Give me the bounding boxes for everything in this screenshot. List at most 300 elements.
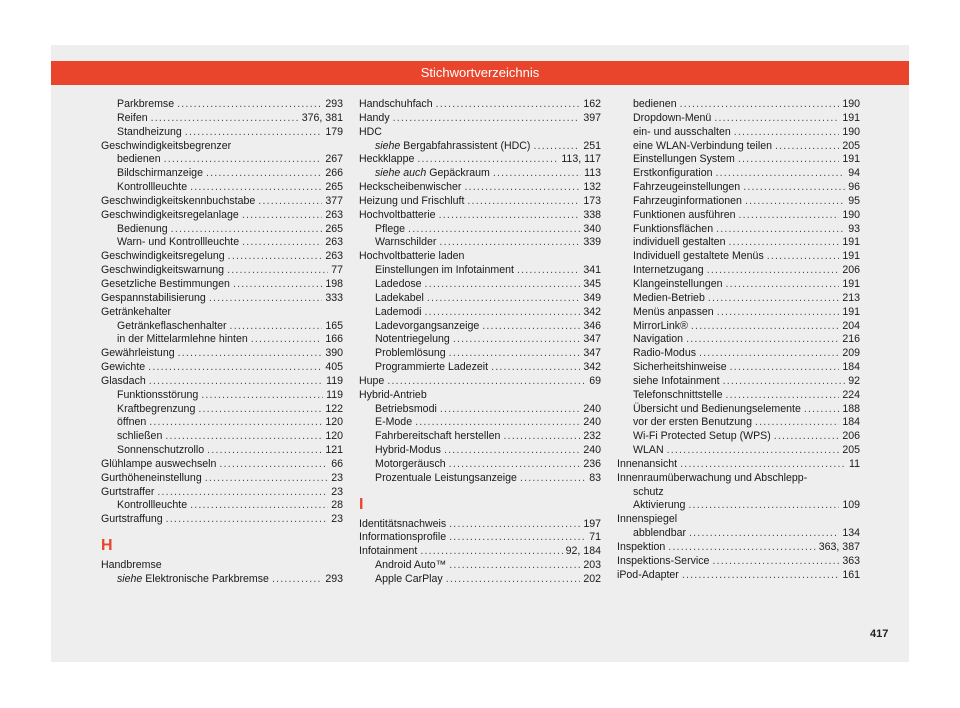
entry-term-text: Ladevorgangsanzeige <box>375 319 480 332</box>
entry-page-ref: 197 <box>583 517 601 530</box>
entry-page-ref: 363, 387 <box>818 541 860 553</box>
entry-term <box>633 264 704 278</box>
index-entry <box>101 559 343 573</box>
entry-term <box>633 250 764 264</box>
entry-page-ref: 224 <box>842 388 860 401</box>
index-entry <box>101 223 343 237</box>
entry-page-ref: 93 <box>848 222 860 235</box>
entry-page-ref: 113 <box>584 167 601 180</box>
dot-leader <box>717 306 840 320</box>
index-entry <box>101 112 343 126</box>
dot-leader <box>272 573 322 587</box>
index-entry <box>101 320 343 334</box>
entry-term-text: Warn- und Kontrollleuchte <box>117 236 240 249</box>
entry-term-text: Kraftbegrenzung <box>117 402 196 415</box>
entry-page-ref: 191 <box>842 305 860 318</box>
entry-page-ref: 23 <box>331 485 343 498</box>
entry-term-text: Infotainment <box>359 545 418 558</box>
index-entry <box>359 278 601 292</box>
page-number: 417 <box>870 628 889 640</box>
index-entry <box>359 306 601 320</box>
entry-term-text: Gewichte <box>101 361 146 374</box>
entry-term <box>117 126 182 140</box>
index-entry <box>359 181 601 195</box>
index-entry <box>617 209 860 223</box>
index-entry <box>617 264 860 278</box>
entry-term-text: Gespannstabilisierung <box>101 291 206 304</box>
entry-page-ref: 213 <box>842 291 860 304</box>
dot-leader <box>251 333 323 347</box>
entry-term <box>633 278 723 292</box>
entry-term <box>633 140 772 154</box>
entry-term <box>117 181 187 195</box>
entry-term-text: Elektronische Parkbremse <box>145 573 269 585</box>
entry-term <box>359 195 464 209</box>
entry-page-ref: 265 <box>325 181 343 194</box>
entry-term <box>633 444 664 458</box>
entry-term-text: Dropdown-Menü <box>633 111 712 124</box>
entry-page-ref: 345 <box>583 277 601 290</box>
dot-leader <box>738 209 839 223</box>
entry-page-ref: 191 <box>842 236 860 249</box>
index-entry <box>617 389 860 403</box>
entry-term <box>117 236 239 250</box>
entry-page-ref: 119 <box>326 374 343 387</box>
entry-term <box>375 458 446 472</box>
dot-leader <box>723 375 846 389</box>
entry-page-ref: 96 <box>848 181 860 194</box>
entry-page-ref: 363 <box>842 554 860 567</box>
entry-term <box>359 545 417 559</box>
dot-leader <box>207 444 322 458</box>
entry-term <box>359 112 390 126</box>
entry-term <box>101 292 206 306</box>
entry-term <box>101 209 239 223</box>
entry-term <box>117 430 162 444</box>
index-entry <box>617 472 860 486</box>
entry-term <box>117 223 168 237</box>
entry-page-ref: 202 <box>583 573 601 585</box>
entry-term-text: Funktionsflächen <box>633 222 714 235</box>
entry-term <box>633 167 713 181</box>
entry-page-ref: 240 <box>583 444 601 457</box>
entry-term <box>633 499 685 513</box>
entry-term-text: bedienen <box>633 98 677 110</box>
index-entry <box>617 444 860 458</box>
entry-term-text: Menüs anpassen <box>633 305 714 318</box>
entry-term <box>633 375 720 389</box>
index-entry <box>359 416 601 430</box>
entry-page-ref: 236 <box>583 457 601 470</box>
entry-term-text: siehe Infotainment <box>633 374 720 387</box>
index-entry <box>101 444 343 458</box>
dot-leader <box>533 140 580 154</box>
index-entry <box>359 545 601 559</box>
entry-term <box>359 153 414 167</box>
index-entry <box>101 126 343 140</box>
entry-term-text: Hybrid-Modus <box>375 444 441 457</box>
entry-term <box>375 292 424 306</box>
dot-leader <box>151 112 299 126</box>
index-entry <box>101 195 343 209</box>
entry-term-text: Motorgeräusch <box>375 457 446 470</box>
entry-term <box>375 472 517 486</box>
entry-term <box>375 306 422 320</box>
entry-term-text: Bildschirmanzeige <box>117 167 203 180</box>
entry-term <box>101 264 224 278</box>
dot-leader <box>387 375 586 389</box>
entry-page-ref: 191 <box>842 111 860 124</box>
index-letter-heading: I <box>359 495 364 513</box>
dot-leader <box>242 236 322 250</box>
entry-page-ref: 191 <box>842 153 860 166</box>
index-entry <box>617 430 860 444</box>
entry-term-text: Hochvoltbatterie laden <box>359 250 465 263</box>
dot-leader <box>171 223 323 237</box>
entry-term-text: Apple CarPlay <box>375 573 443 585</box>
entry-term-text: abblendbar <box>633 527 687 540</box>
entry-page-ref: 265 <box>325 222 343 235</box>
dot-leader <box>774 430 840 444</box>
dot-leader <box>439 209 581 223</box>
index-entry <box>101 416 343 430</box>
entry-page-ref: 132 <box>583 181 601 194</box>
dot-leader <box>408 223 580 237</box>
entry-page-ref: 184 <box>842 416 860 429</box>
dot-leader <box>166 513 329 527</box>
entry-term-text: MirrorLink® <box>633 319 688 332</box>
entry-term <box>633 223 713 237</box>
entry-term-text: Gurtstraffer <box>101 485 155 498</box>
entry-term <box>375 167 490 181</box>
index-entry <box>359 264 601 278</box>
entry-term-text: iPod-Adapter <box>617 568 679 581</box>
index-entry <box>617 333 860 347</box>
entry-term <box>117 167 203 181</box>
index-entry <box>359 531 601 545</box>
entry-see-reference: siehe <box>375 139 401 152</box>
entry-term-text: Warnschilder <box>375 236 437 249</box>
entry-page-ref: 232 <box>583 430 601 443</box>
entry-term-text: Ladedose <box>375 277 422 290</box>
entry-page-ref: 179 <box>325 125 343 138</box>
entry-term-text: Innenspiegel <box>617 513 678 526</box>
entry-term <box>101 375 146 389</box>
index-column-2 <box>359 98 601 587</box>
entry-term <box>117 499 187 513</box>
entry-term-text: Wi-Fi Protected Setup (WPS) <box>633 430 771 443</box>
index-entry <box>617 403 860 417</box>
entry-term-text: Informationsprofile <box>359 531 447 544</box>
entry-page-ref: 95 <box>848 194 860 207</box>
dot-leader <box>415 416 580 430</box>
entry-page-ref: 173 <box>583 194 601 207</box>
entry-term <box>633 389 723 403</box>
dot-leader <box>712 555 839 569</box>
entry-term-text: Reifen <box>117 111 148 124</box>
entry-term-text: Notentriegelung <box>375 333 450 346</box>
entry-term-text: Gurthöheneinstellung <box>101 471 202 484</box>
index-entry <box>359 333 601 347</box>
index-entry <box>101 140 343 154</box>
index-entry <box>101 250 343 264</box>
dot-leader <box>726 389 840 403</box>
entry-term-text: Standheizung <box>117 125 182 138</box>
entry-term-text: Fahrbereitschaft herstellen <box>375 430 501 443</box>
entry-term-text: Prozentuale Leistungsanzeige <box>375 471 517 484</box>
index-entry <box>617 513 860 527</box>
dot-leader <box>425 278 581 292</box>
entry-term <box>101 140 231 154</box>
dot-leader <box>743 181 845 195</box>
entry-term <box>359 181 461 195</box>
entry-term <box>101 195 255 209</box>
entry-page-ref: 209 <box>842 347 860 360</box>
entry-page-ref: 293 <box>325 573 343 585</box>
entry-term <box>375 361 488 375</box>
index-entry <box>617 292 860 306</box>
entry-term <box>617 472 807 486</box>
index-entry <box>359 403 601 417</box>
dot-leader <box>730 361 840 375</box>
entry-page-ref: 134 <box>842 527 860 540</box>
index-entry <box>617 569 860 583</box>
entry-page-ref: 69 <box>589 374 601 387</box>
dot-leader <box>420 545 562 559</box>
entry-term <box>633 98 677 112</box>
entry-term <box>633 430 771 444</box>
entry-page-ref: 341 <box>583 264 601 277</box>
entry-term-text: Erstkonfiguration <box>633 167 713 180</box>
dot-leader <box>164 153 323 167</box>
entry-term-text: Individuell gestaltete Menüs <box>633 250 764 263</box>
entry-term-text: Navigation <box>633 333 684 346</box>
dot-leader <box>449 518 580 532</box>
index-entry <box>359 236 601 250</box>
index-entry <box>101 98 343 112</box>
entry-page-ref: 83 <box>589 471 601 484</box>
dot-leader <box>449 458 581 472</box>
index-entry <box>617 499 860 513</box>
entry-term <box>117 333 248 347</box>
entry-term-text: öffnen <box>117 416 147 429</box>
dot-leader <box>682 569 839 583</box>
entry-term <box>101 559 162 573</box>
entry-term-text: schutz <box>633 485 664 498</box>
dot-leader <box>726 278 840 292</box>
entry-page-ref: 267 <box>325 153 343 166</box>
entry-term <box>375 347 446 361</box>
entry-term <box>375 333 450 347</box>
entry-page-ref: 190 <box>842 98 860 110</box>
dot-leader <box>178 347 323 361</box>
entry-term <box>117 444 204 458</box>
entry-term-text: Hybrid-Antrieb <box>359 388 427 401</box>
dot-leader <box>708 292 839 306</box>
dot-leader <box>755 416 839 430</box>
entry-page-ref: 205 <box>842 444 860 457</box>
entry-term <box>101 278 230 292</box>
entry-term <box>359 518 446 532</box>
entry-page-ref: 342 <box>583 305 601 318</box>
entry-term <box>359 531 446 545</box>
entry-page-ref: 23 <box>331 513 343 526</box>
entry-page-ref: 263 <box>325 250 343 263</box>
entry-page-ref: 376, 381 <box>301 111 343 124</box>
entry-term-text: Heckklappe <box>359 153 415 166</box>
dot-leader <box>482 320 580 334</box>
dot-leader <box>177 98 322 112</box>
entry-term-text: schließen <box>117 430 163 443</box>
dot-leader <box>668 541 815 555</box>
entry-page-ref: 251 <box>583 139 601 152</box>
dot-leader <box>449 347 581 361</box>
entry-term <box>633 306 714 320</box>
dot-leader <box>393 112 581 126</box>
dot-leader <box>699 347 839 361</box>
entry-term-text: Hochvoltbatterie <box>359 208 436 221</box>
entry-term-text: Betriebsmodi <box>375 402 437 415</box>
entry-term <box>375 278 422 292</box>
index-entry <box>617 541 860 555</box>
index-entry <box>359 389 601 403</box>
dot-leader <box>157 486 328 500</box>
entry-term <box>117 98 174 112</box>
entry-term <box>633 333 683 347</box>
entry-term <box>117 573 269 587</box>
entry-term <box>633 112 711 126</box>
dot-leader <box>201 389 323 403</box>
dot-leader <box>520 472 586 486</box>
dot-leader <box>745 195 845 209</box>
index-entry <box>101 375 343 389</box>
entry-term <box>117 389 198 403</box>
index-entry <box>101 361 343 375</box>
index-entry <box>617 181 860 195</box>
index-entry <box>617 223 860 237</box>
entry-term-text: Pflege <box>375 222 406 235</box>
entry-term-text: Funktionsstörung <box>117 388 199 401</box>
entry-page-ref: 347 <box>583 347 601 360</box>
entry-term-text: Fahrzeugeinstellungen <box>633 181 741 194</box>
entry-term <box>375 264 514 278</box>
entry-term <box>359 250 464 264</box>
entry-term <box>359 126 382 140</box>
dot-leader <box>230 320 323 334</box>
entry-page-ref: 390 <box>325 347 343 360</box>
index-entry <box>101 472 343 486</box>
index-entry <box>101 209 343 223</box>
entry-term-text: Kontrollleuchte <box>117 499 188 512</box>
entry-page-ref: 216 <box>842 333 860 346</box>
index-entry <box>359 472 601 486</box>
index-entry <box>617 98 860 112</box>
entry-term-text: Identitätsnachweis <box>359 517 447 530</box>
entry-page-ref: 77 <box>331 264 343 277</box>
entry-term <box>375 140 530 154</box>
entry-term <box>633 195 742 209</box>
entry-term-text: Innenraumüberwachung und Abschlepp- <box>617 471 808 484</box>
index-entry <box>101 181 343 195</box>
index-entry <box>101 167 343 181</box>
index-entry <box>359 209 601 223</box>
entry-page-ref: 188 <box>842 402 860 415</box>
entry-term-text: Gewährleistung <box>101 347 175 360</box>
entry-term-text: Kontrollleuchte <box>117 181 188 194</box>
index-entry <box>359 250 601 264</box>
entry-term <box>633 361 727 375</box>
entry-term-text: eine WLAN-Verbindung teilen <box>633 139 772 152</box>
index-entry <box>617 112 860 126</box>
entry-page-ref: 346 <box>583 319 601 332</box>
entry-term-text: Medien-Betrieb <box>633 291 705 304</box>
entry-page-ref: 206 <box>842 430 860 443</box>
entry-term <box>101 486 154 500</box>
dot-leader <box>503 430 580 444</box>
entry-term <box>617 569 679 583</box>
entry-term-text: Geschwindigkeitskennbuchstabe <box>101 194 256 207</box>
entry-page-ref: 397 <box>583 111 601 124</box>
entry-term <box>359 389 427 403</box>
entry-term <box>101 513 163 527</box>
dot-leader <box>691 320 839 334</box>
entry-term <box>117 403 195 417</box>
entry-term <box>633 320 688 334</box>
index-entry <box>359 458 601 472</box>
dot-leader <box>517 264 580 278</box>
entry-term <box>633 236 725 250</box>
dot-leader <box>716 167 846 181</box>
dot-leader <box>436 98 581 112</box>
dot-leader <box>185 126 323 140</box>
index-entry <box>617 527 860 541</box>
entry-page-ref: 203 <box>583 559 601 572</box>
index-entry <box>359 518 601 532</box>
entry-term <box>633 209 735 223</box>
index-entry <box>359 347 601 361</box>
entry-term-text: Innenansicht <box>617 457 678 470</box>
index-entry <box>617 278 860 292</box>
entry-term <box>617 458 677 472</box>
index-entry <box>101 333 343 347</box>
index-entry <box>617 320 860 334</box>
entry-term-text: Glasdach <box>101 374 146 387</box>
entry-term-text: Einstellungen System <box>633 153 735 166</box>
entry-term-text: Bergabfahrassistent (HDC) <box>403 139 531 152</box>
index-entry <box>617 167 860 181</box>
dot-leader <box>689 527 839 541</box>
entry-page-ref: 71 <box>589 531 601 544</box>
entry-term-text: Aktivierung <box>633 499 686 512</box>
entry-term-text: Heizung und Frischluft <box>359 194 465 207</box>
dot-leader <box>667 444 840 458</box>
entry-page-ref: 266 <box>325 167 343 180</box>
dot-leader <box>714 112 839 126</box>
dot-leader <box>242 209 323 223</box>
entry-term-text: Lademodi <box>375 305 422 318</box>
dot-leader <box>258 195 322 209</box>
entry-page-ref: 191 <box>842 277 860 290</box>
index-entry <box>359 320 601 334</box>
section-header: Stichwortverzeichnis <box>51 61 909 85</box>
entry-term <box>633 416 752 430</box>
index-entry <box>101 486 343 500</box>
dot-leader <box>439 236 580 250</box>
entry-term-text: Geschwindigkeitsregelung <box>101 250 225 263</box>
entry-term <box>101 361 145 375</box>
index-entry <box>101 347 343 361</box>
index-entry <box>101 292 343 306</box>
